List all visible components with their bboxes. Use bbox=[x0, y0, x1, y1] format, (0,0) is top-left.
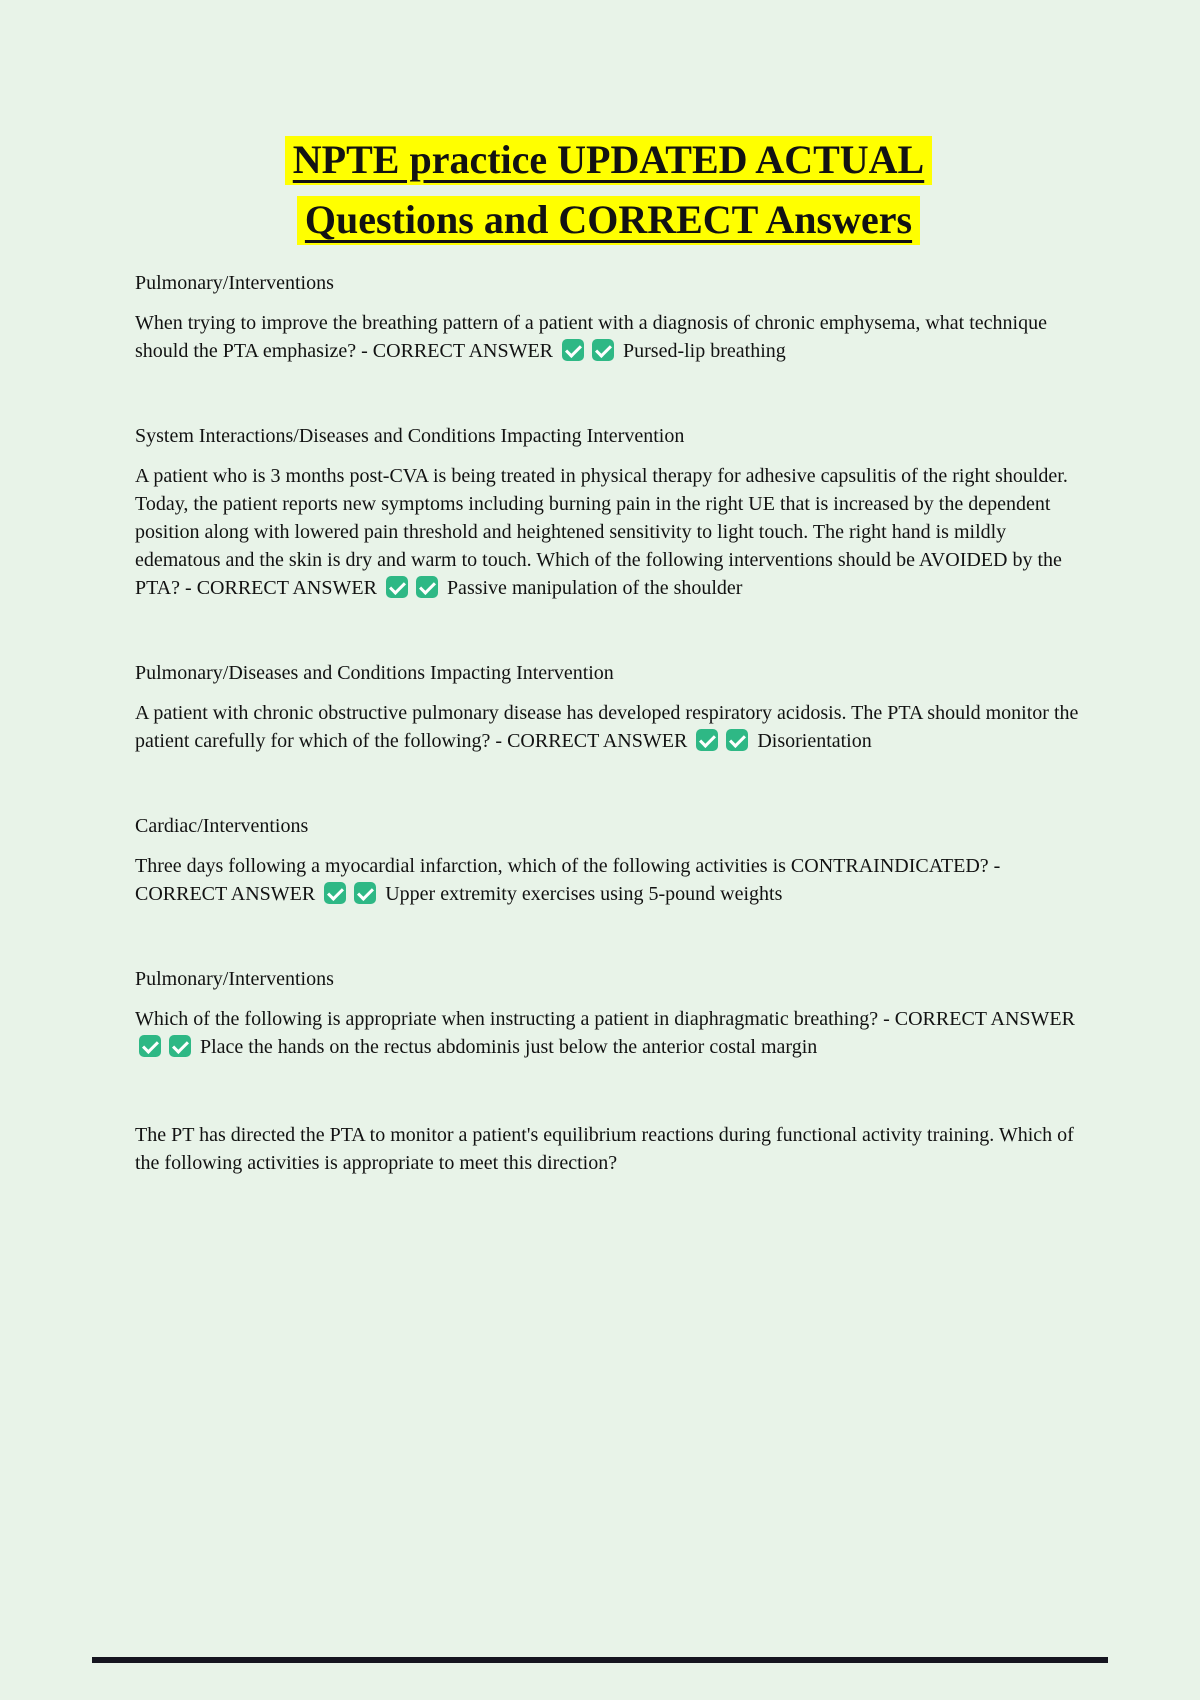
qa-item bbox=[135, 425, 1082, 602]
question-text: Three days following a myocardial infarction, which of the following activities is CONTRAINDICATED? - CORRECT ANSWER bbox=[135, 855, 1001, 905]
check-icon bbox=[324, 882, 346, 904]
question-answer-text bbox=[135, 699, 1082, 755]
page-bottom-divider bbox=[92, 1657, 1108, 1663]
qa-item bbox=[135, 272, 1082, 365]
page-title bbox=[135, 130, 1082, 250]
qa-item bbox=[135, 662, 1082, 755]
question-answer-text bbox=[135, 1005, 1082, 1061]
answer-text: Passive manipulation of the shoulder bbox=[446, 577, 743, 599]
title-row-1 bbox=[135, 130, 1082, 190]
question-text: Which of the following is appropriate when instructing a patient in diaphragmatic breathing? - CORRECT ANSWER bbox=[135, 1008, 1075, 1030]
qa-item bbox=[135, 968, 1082, 1061]
answer-text: Upper extremity exercises using 5-pound weights bbox=[385, 883, 783, 905]
category-heading: Pulmonary/Interventions bbox=[135, 272, 334, 294]
title-line-1: NPTE practice UPDATED ACTUAL bbox=[285, 136, 932, 185]
question-answer-text bbox=[135, 309, 1082, 365]
check-icon bbox=[726, 729, 748, 751]
qa-item bbox=[135, 815, 1082, 908]
question-answer-text bbox=[135, 1121, 1082, 1177]
check-icon bbox=[592, 339, 614, 361]
category-heading: Cardiac/Interventions bbox=[135, 815, 309, 837]
category-heading: Pulmonary/Interventions bbox=[135, 968, 334, 990]
question-answer-text bbox=[135, 462, 1082, 602]
category-heading: Pulmonary/Diseases and Conditions Impacting Intervention bbox=[135, 662, 614, 684]
title-row-2 bbox=[135, 190, 1082, 250]
question-text: When trying to improve the breathing pattern of a patient with a diagnosis of chronic emphysema, what technique should the PTA emphasize? - CORRECT ANSWER bbox=[135, 312, 1047, 362]
check-icon bbox=[169, 1035, 191, 1057]
question-answer-text bbox=[135, 852, 1082, 908]
check-icon bbox=[139, 1035, 161, 1057]
question-text: A patient with chronic obstructive pulmonary disease has developed respiratory acidosis. The PTA should monitor the patient carefully for which of the following? - CORRECT ANSWER bbox=[135, 702, 1079, 752]
check-icon bbox=[562, 339, 584, 361]
category-heading: System Interactions/Diseases and Conditions Impacting Intervention bbox=[135, 425, 685, 447]
qa-item bbox=[135, 1121, 1082, 1177]
answer-text: Disorientation bbox=[757, 730, 872, 752]
question-text: A patient who is 3 months post-CVA is being treated in physical therapy for adhesive capsulitis of the right shoulder. Today, the patient reports new symptoms including burning pain in the right UE that is increased by the dependent position along with lowered pain threshold and heightened sensitivity to light touch. The right hand is mildly edematous and the skin is dry and warm to touch. Which of the following interventions should be AVOIDED by the PTA? - CORRECT ANSWER bbox=[135, 465, 1068, 599]
check-icon bbox=[696, 729, 718, 751]
question-text: The PT has directed the PTA to monitor a patient's equilibrium reactions during functional activity training. Which of the following activities is appropriate to meet this direction? bbox=[135, 1124, 1074, 1174]
answer-text: Place the hands on the rectus abdominis just below the anterior costal margin bbox=[200, 1036, 818, 1058]
title-line-2: Questions and CORRECT Answers bbox=[297, 196, 920, 245]
answer-text: Pursed-lip breathing bbox=[623, 340, 786, 362]
check-icon bbox=[354, 882, 376, 904]
check-icon bbox=[386, 576, 408, 598]
check-icon bbox=[416, 576, 438, 598]
